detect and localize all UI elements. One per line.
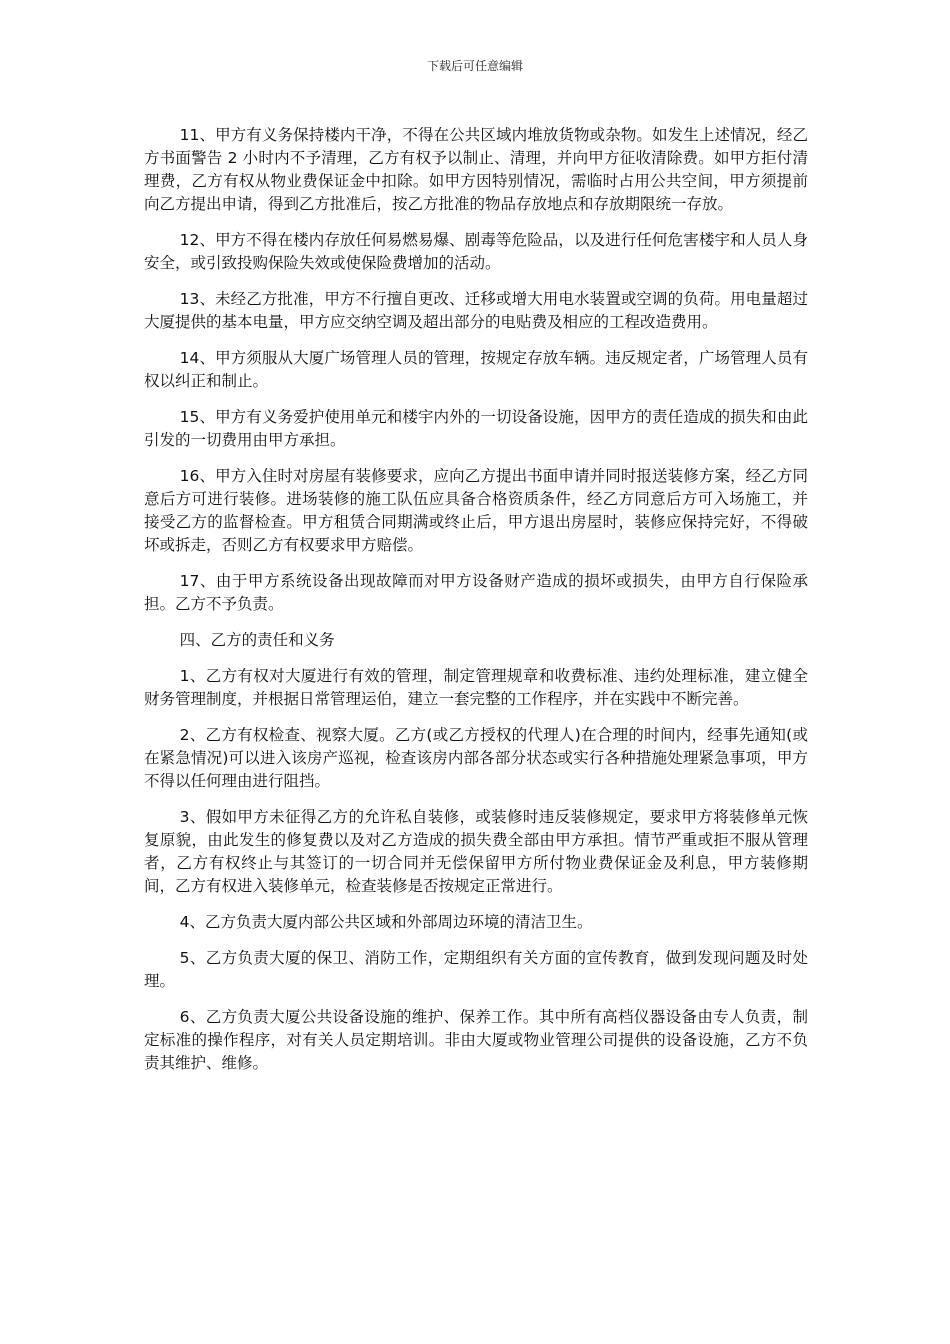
clause-16: 16、甲方入住时对房屋有装修要求，应向乙方提出书面申请并同时报送装修方案，经乙方同意后方可进行装修。进场装修的施工队伍应具备合格资质条件，经乙方同意后方可入场施工，并接受乙方的监督检查。甲方租赁合同期满或终止后，甲方退出房屋时，装修应保持完好，不得破坏或拆走，否则乙方有权要求甲方赔偿。: [144, 467, 808, 554]
clause-14: 14、甲方须服从大厦广场管理人员的管理，按规定存放车辆。违反规定者，广场管理人员有权以纠正和制止。: [144, 349, 808, 390]
clause-17: 17、由于甲方系统设备出现故障而对甲方设备财产造成的损坏或损失，由甲方自行保险承担。乙方不予负责。: [144, 572, 808, 613]
clause-15: 15、甲方有义务爱护使用单元和楼宇内外的一切设备设施，因甲方的责任造成的损失和由此引发的一切费用由甲方承担。: [144, 408, 808, 449]
clause-12: 12、甲方不得在楼内存放任何易燃易爆、剧毒等危险品，以及进行任何危害楼宇和人员人身安全，或引致投购保险失效或使保险费增加的活动。: [144, 231, 808, 272]
party-b-clause-5: 5、乙方负责大厦的保卫、消防工作，定期组织有关方面的宣传教育，做到发现问题及时处理。: [144, 949, 808, 990]
party-b-clause-6: 6、乙方负责大厦公共设备设施的维护、保养工作。其中所有高档仪器设备由专人负责，制定标准的操作程序，对有关人员定期培训。非由大厦或物业管理公司提供的设备设施，乙方不负责其维护、维修。: [144, 1008, 808, 1072]
party-b-clause-4: 4、乙方负责大厦内部公共区域和外部周边环境的清洁卫生。: [179, 913, 593, 931]
clause-11: 11、甲方有义务保持楼内干净，不得在公共区域内堆放货物或杂物。如发生上述情况，经乙方书面警告 2 小时内不予清理，乙方有权予以制止、清理，并向甲方征收清除费。如甲方拒付清理费，乙方有权从物业费保证金中扣除。如甲方因特别情况，需临时占用公共空间，甲方须提前向乙方提出申请，得到乙方批准后，按乙方批准的物品存放地点和存放期限统一存放。: [144, 126, 808, 213]
document-body: [144, 124, 808, 1088]
page-header-note: 下载后可任意编辑: [426, 59, 523, 73]
party-b-clause-2: 2、乙方有权检查、视察大厦。乙方(或乙方授权的代理人)在合理的时间内，经事先通知(或在紧急情况)可以进入该房产巡视，检查该房内部各部分状态或实行各种措施处理紧急事项，甲方不得以任何理由进行阻挡。: [144, 726, 808, 790]
party-b-clause-1: 1、乙方有权对大厦进行有效的管理，制定管理规章和收费标准、违约处理标准，建立健全财务管理制度，并根据日常管理运伯，建立一套完整的工作程序，并在实践中不断完善。: [144, 667, 808, 708]
clause-13: 13、未经乙方批准，甲方不行擅自更改、迁移或增大用电水装置或空调的负荷。用电量超过大厦提供的基本电量，甲方应交纳空调及超出部分的电贴费及相应的工程改造费用。: [144, 290, 808, 331]
party-b-clause-3: 3、假如甲方未征得乙方的允许私自装修，或装修时违反装修规定，要求甲方将装修单元恢复原貌，由此发生的修复费以及对乙方造成的损失费全部由甲方承担。情节严重或拒不服从管理者，乙方有权终止与其签订的一切合同并无偿保留甲方所付物业费保证金及利息，甲方装修期间，乙方有权进入装修单元，检查装修是否按规定正常进行。: [144, 808, 808, 895]
section-heading-party-b-duties: 四、乙方的责任和义务: [179, 631, 335, 649]
